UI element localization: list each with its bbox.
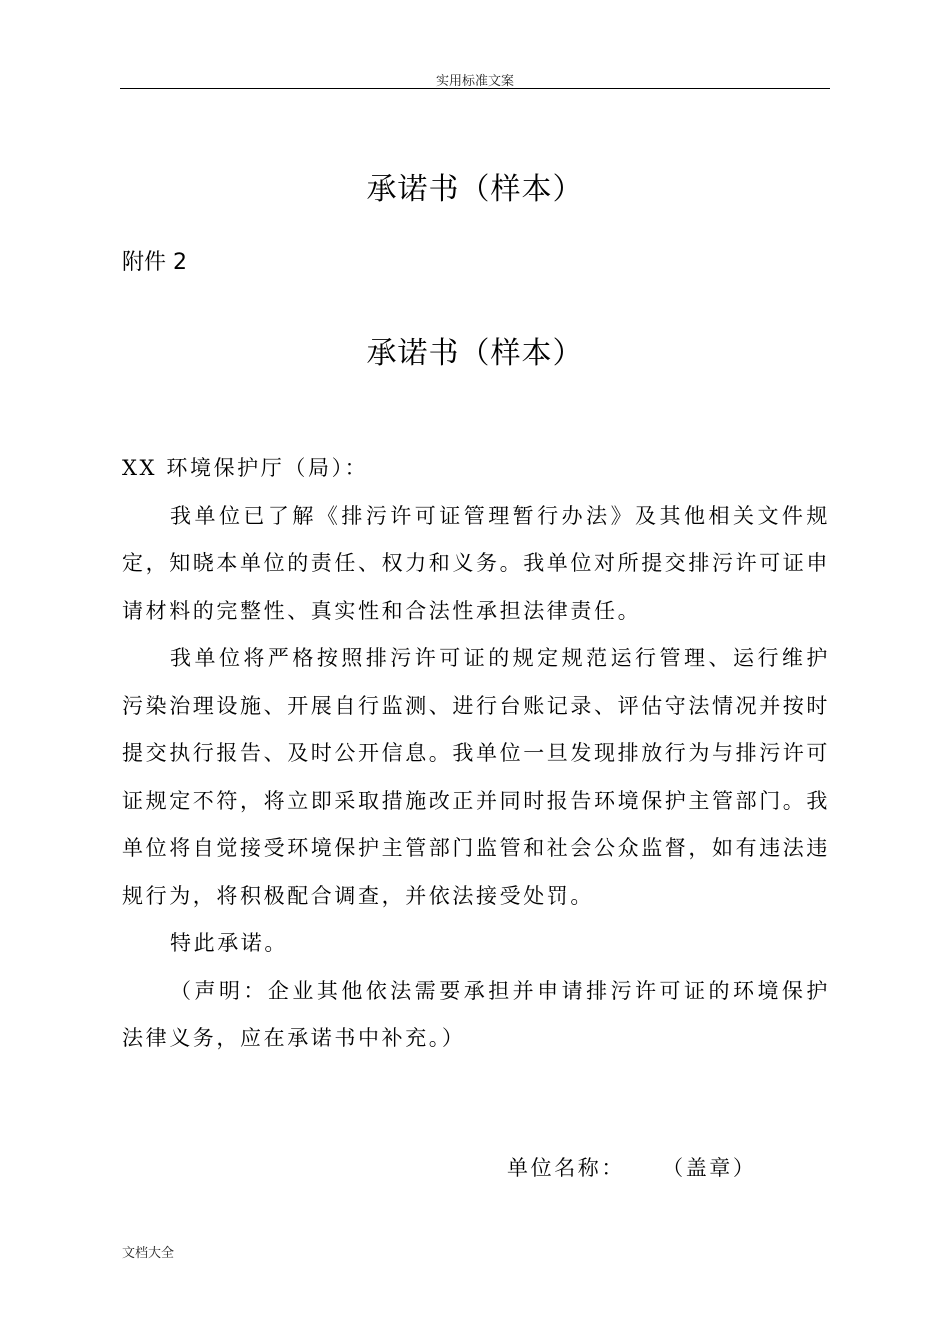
document-title-top: 承诺书（样本） — [366, 172, 584, 207]
paragraph-closing: 特此承诺。 — [170, 931, 288, 955]
salutation: XX 环境保护厅（局）： — [122, 456, 369, 480]
header-divider — [120, 88, 830, 89]
signature-line — [507, 1148, 757, 1188]
document-title-main: 承诺书（样本） — [366, 336, 584, 371]
signature-unit-label: 单位名称： — [507, 1156, 625, 1180]
letter-body — [122, 445, 830, 1063]
paragraph-statement: （声明：企业其他依法需要承担并申请排污许可证的环境保护法律义务，应在承诺书中补充。） — [122, 978, 830, 1050]
paragraph-awareness: 我单位已了解《排污许可证管理暂行办法》及其他相关文件规定，知晓本单位的责任、权力和义务。我单位对所提交排污许可证申请材料的完整性、真实性和合法性承担法律责任。 — [122, 503, 830, 623]
signature-seal-label: （盖章） — [662, 1156, 757, 1180]
page-header-text: 实用标准文案 — [435, 74, 514, 89]
attachment-label: 附件 2 — [122, 250, 187, 275]
paragraph-commitment: 我单位将严格按照排污许可证的规定规范运行管理、运行维护污染治理设施、开展自行监测、进行台账记录、评估守法情况并按时提交执行报告、及时公开信息。我单位一旦发现排放行为与排污许可证规定不符，将立即采取措施改正并同时报告环境保护主管部门。我单位将自觉接受环境保护主管部门监管和社会公众监督，如有违法违规行为，将积极配合调查，并依法接受处罚。 — [122, 646, 830, 908]
page-footer-text: 文档大全 — [122, 1246, 175, 1261]
